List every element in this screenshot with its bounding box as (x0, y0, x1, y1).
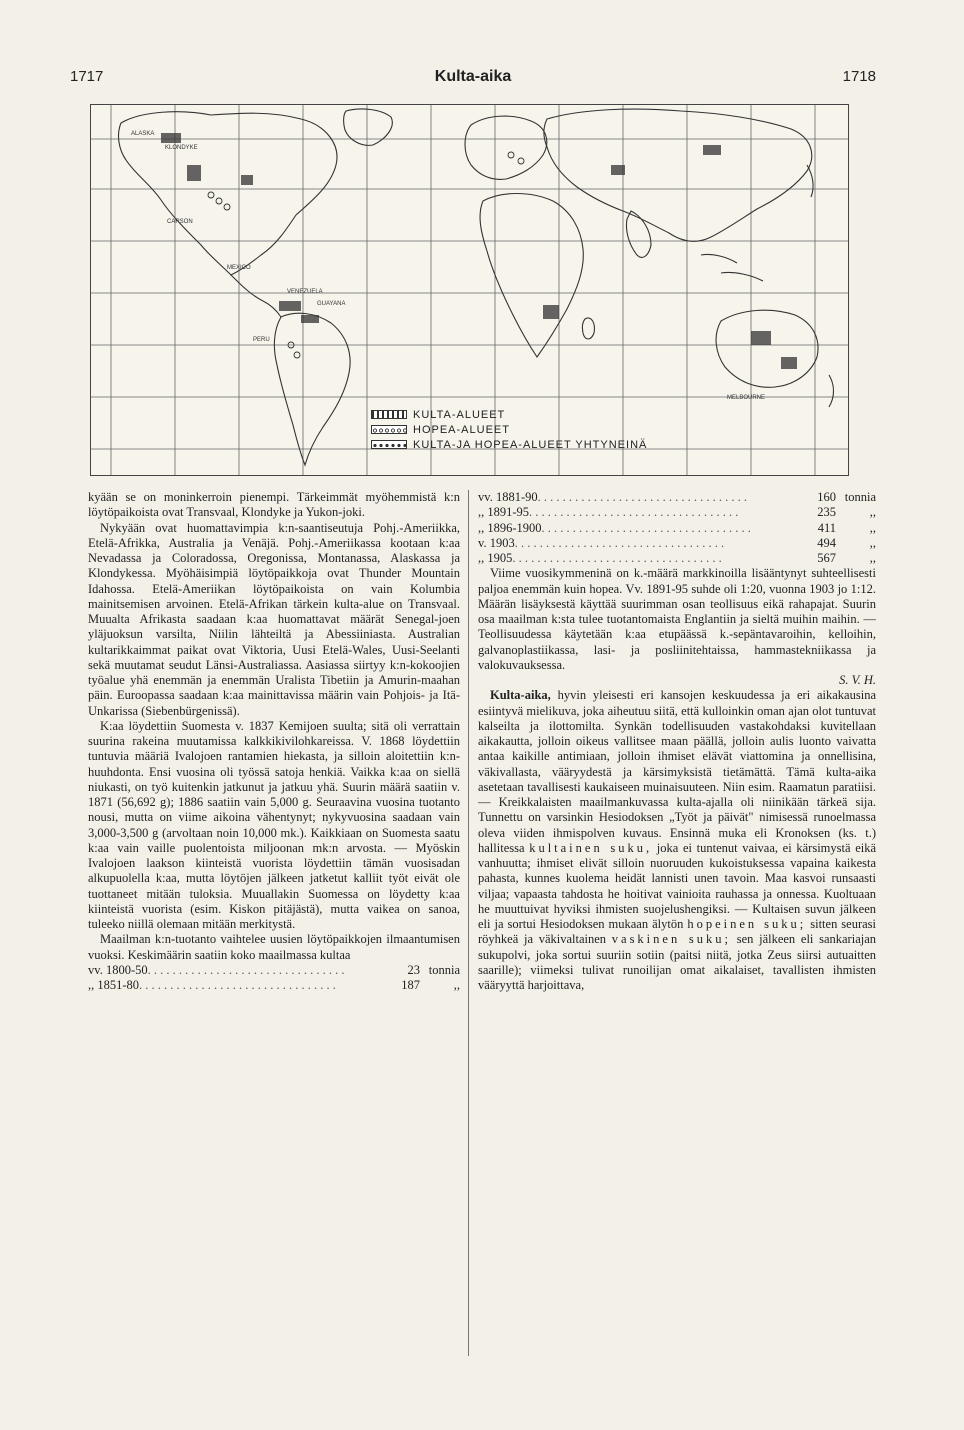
combined-swatch-icon (371, 440, 407, 449)
production-period: ,, 1896-1900 (478, 520, 542, 535)
kulta-aika-article (478, 688, 876, 993)
production-period: ,, 1905 (478, 551, 513, 565)
production-unit: tonnia (428, 962, 460, 977)
leader-dots: . . . . . . . . . . . . . . . . . . . . . . . . . . . . . . . . . . (512, 551, 722, 565)
production-unit: ,, (869, 505, 876, 520)
production-row (478, 521, 876, 536)
keyword-bronze: vaskinen suku; (611, 932, 731, 947)
page-header (70, 68, 876, 90)
keyword-silver: hopeinen suku; (687, 917, 807, 931)
production-period: ,, 1891-95 (478, 505, 530, 520)
production-value: 160 (817, 490, 836, 504)
right-paragraph-1: Viime vuosikymmeninä on k.-määrä markkinoilla lisääntynyt suhteellisesti paljoa enemmän kuin hopea. Vv. 1891-95 suhde oli 1:20, vuonna 1903 jo 1:12. Määrän lisäyksestä käyttää suurimman osan teollisuus eikä rahapajat. Suurin osa maailman k:sta tulee tuotantomaista Englantiin ja sieltä muihin maihin. — Teollisuudessa käytetään k:aa etupäässä k.-sepäntavaroihin, kelloihin, galvanoplastiikassa, lasi- ja posliinitehtaissa, hammastekniikassa ja valokuvauksessa. (478, 566, 876, 672)
production-row (88, 978, 460, 993)
leader-dots: . . . . . . . . . . . . . . . . . . . . . . . . . . . . . . . . . . (514, 535, 725, 550)
map-label-carson: CARSON (167, 219, 193, 225)
leader-dots: . . . . . . . . . . . . . . . . . . . . . . . . . . . . . . . . . . (541, 520, 751, 535)
page-number-right: 1718 (842, 68, 876, 85)
map-label-melbourne: MELBOURNE (727, 395, 766, 401)
leader-dots: . . . . . . . . . . . . . . . . . . . . . . . . . . . . . . . . . . (537, 490, 747, 504)
article-text-2: joka ei tuntenut vaivaa, ei kärsimystä eikä vanhuutta; ihmiset elivät silloin nuoruuden kukoistuksessa vapaina kaikesta pahasta, kunnes kuolema heidät lannisti unen tavoin. Maa kasvoi runsaasti viljaa; vapaasta tahdosta he hoitivat vainioita rauhassa ja onnessa. Kuoltuaan he muuttuivat hyviksi ihmisten suojelushengiksi. — Kultaisen suvun jälkeen eli ja sortui Hesiodoksen mukaan älytön (478, 840, 877, 931)
map-label-venezuela: VENEZUELA (287, 289, 323, 295)
leader-dots: . . . . . . . . . . . . . . . . . . . . . . . . . . . . . . . . (147, 962, 345, 977)
right-column (478, 490, 876, 993)
article-heading: Kulta-aika, (490, 688, 551, 703)
left-paragraph-2: Nykyään ovat huomattavimpia k:n-saantiseutuja Pohj.-Ameriikka, Etelä-Afrikka, Australia ja Venäjä. Pohj.-Ameriikassa kootaan k:aa Nevadassa ja Coloradossa, Oregonissa, Montanassa, Alaskassa ja Klondykessa. Myöhäisimpiä löytöpaikkoja ovat Thunder Mountain Idahossa. Etelä-Ameriikan löytöpaikoista on vain Kolumbia mainitsemisen arvoinen. Etelä-Afrikan tärkein kulta-alue on Transvaal. Muualta Afrikasta saadaan k:aa huomattavat määrät Senegal-joen yläjuoksun varsilta, Niilin lähteiltä ja Abessiiniasta. Australian kultarikkaimmat paikat ovat Viktoria, Uusi Etelä-Wales, Uusi-Seelanti sekä muutamat seudut Länsi-Australiassa. Aasiassa siirtyy k:n-kokoojien työalue yhä enemmän ja enemmän Uralista Tibetiin ja Amurin-maahan päin. Euroopassa saadaan k:aa mainittavissa määrin vain Pohjois- ja Itä-Unkarissa (Siebenbürgenissä). (88, 520, 460, 718)
production-unit: ,, (869, 551, 876, 565)
left-paragraph-3: K:aa löydettiin Suomesta v. 1837 Kemijoen suulta; sitä oli verrattain suurina rakeina muutamissa kalkkikivilohkareissa. V. 1868 löydettiin tuntuvia määriä Ivalojoen rantamien hiekasta, ja silloin aloitettiin k:n-huuhdonta. Ensi vuosina oli työssä satoja henkiä. Vaikka k:aa on siellä niukasti, on työ kuitenkin jatkunut ja jatkuu yhä. Suurin määrä saatiin v. 1871 (56,692 g); 1886 saatiin vain 5,000 g. Seuraavina vuosina tuotanto nousi, mutta on viime aikoina vähentynyt; nykyvuosina saadaan vain 3,000-3,500 g (arvoltaan noin 10,000 mk.). Kaikkiaan on Suomesta saatu k:aa vain vaille puolentoista miljoonan mk:n arvosta. — Myöskin Ivalojoen laakson kiinteistä vuorista löydettiin tämän vuosisadan alkupuolella k:aa, mutta löytöjen jälkeen jatketut kalliit työt eivät ole tuottaneet mitään tuloksia. Muuallakin Suomessa on löydetty k:aa kiinteistä vuorista (esim. Kiskon pitäjästä), mutta vaikea on sanoa, tuleeko niillä olemaan mitään merkitystä. (88, 718, 460, 931)
map-label-peru: PERU (253, 337, 270, 343)
left-paragraph-1: kyään se on moninkerroin pienempi. Tärkeimmät myöhemmistä k:n löytöpaikoista ovat Transvaal, Klondyke ja Yukon-joki. (88, 490, 460, 520)
legend-silver (371, 422, 647, 437)
map-label-guayana: GUAYANA (317, 301, 346, 307)
production-period: vv. 1881-90 (478, 490, 538, 504)
production-period: vv. 1800-50 (88, 962, 148, 977)
article-text-3: sitten seurasi röyhkeä ja väkivaltainen (478, 917, 877, 947)
production-value: 235 (817, 505, 836, 520)
leader-dots: . . . . . . . . . . . . . . . . . . . . . . . . . . . . . . . . . . (529, 505, 739, 520)
production-unit: ,, (453, 978, 460, 992)
keyword-golden: kultainen suku, (529, 840, 653, 855)
left-column (88, 490, 460, 993)
legend-silver-label: HOPEA-ALUEET (413, 423, 510, 436)
article-text-1: hyvin yleisesti eri kansojen keskuudessa ja eri aikakausina esiintyvä mielikuva, joka aiheutuu siitä, että kulloinkin oman ajan olot tuntuvat kalseilta ja ilottomilta. Synkän todellisuuden vastakohdaksi kuvitellaan aikakautta, jolloin oikeus vallitsee maan päällä, jolloin aulis luonto vaivatta antaa kaikille antimiaan, jolloin ihmiset elävät viattomina ja onnellisina, väkivallasta, vääryydestä ja kärsimyksistä tietämättä. Tämä kulta-aika asetetaan tavallisesti kaukaiseen muinaisuuteen. Niin esim. Raamatun paratiisi. — Kreikkalaisten maailmankuvassa kulta-ajalla oli niinikään tärkeä sija. Tunnettu on varsinkin Hesiodoksen „Työt ja päivät" nimisessä runoelmassa oleva viiden ihmispolven kuvaus. Ensinnä muka eli Kronoksen (ks. t.) hallitessa (478, 688, 876, 855)
left-paragraph-4: Maailman k:n-tuotanto vaihtelee uusien löytöpaikkojen ilmaantumisen vuoksi. Keskimäärin saatiin koko maailmassa kultaa (88, 932, 460, 962)
leader-dots: . . . . . . . . . . . . . . . . . . . . . . . . . . . . . . . . (139, 978, 336, 992)
silver-swatch-icon (371, 425, 407, 434)
legend-combined-label: KULTA-JA HOPEA-ALUEET YHTYNEINÄ (413, 438, 648, 451)
production-unit: ,, (869, 535, 876, 550)
production-value: 411 (817, 520, 836, 535)
production-row (88, 963, 460, 978)
map-label-alaska: ALASKA (131, 131, 155, 137)
production-period: v. 1903 (478, 535, 515, 550)
production-period: ,, 1851-80 (88, 978, 140, 992)
map-legend (371, 407, 647, 452)
production-row (478, 536, 876, 551)
article-text-4: sen jälkeen eli sankariajan sukupolvi, joka sortui suuriin sotiin (paitsi niitä, jotka Zeus siirsi autuaitten saarille); viimeksi tulivat runoilijan omat aikalaiset, tavallisten ihmisten vääryyttä harjoittava, (478, 932, 877, 992)
production-value: 187 (401, 978, 420, 992)
production-row (478, 551, 876, 566)
production-value: 567 (817, 551, 836, 565)
map-label-klondyke: KLONDYKE (165, 145, 198, 151)
column-divider (468, 490, 469, 1356)
production-unit: ,, (869, 520, 876, 535)
production-row (478, 505, 876, 520)
legend-combined (371, 437, 647, 452)
production-value: 23 (407, 962, 420, 977)
map-label-mexico: MEXICO (227, 265, 251, 271)
production-unit: tonnia (844, 490, 876, 504)
page-title: Kulta-aika (434, 68, 512, 85)
page-number-left: 1717 (70, 68, 104, 85)
legend-gold-label: KULTA-ALUEET (413, 408, 506, 421)
author-signature: S. V. H. (839, 673, 876, 687)
production-value: 494 (817, 535, 836, 550)
legend-gold (371, 407, 647, 422)
gold-swatch-icon (371, 410, 407, 419)
world-map (90, 104, 849, 476)
production-row (478, 490, 876, 505)
